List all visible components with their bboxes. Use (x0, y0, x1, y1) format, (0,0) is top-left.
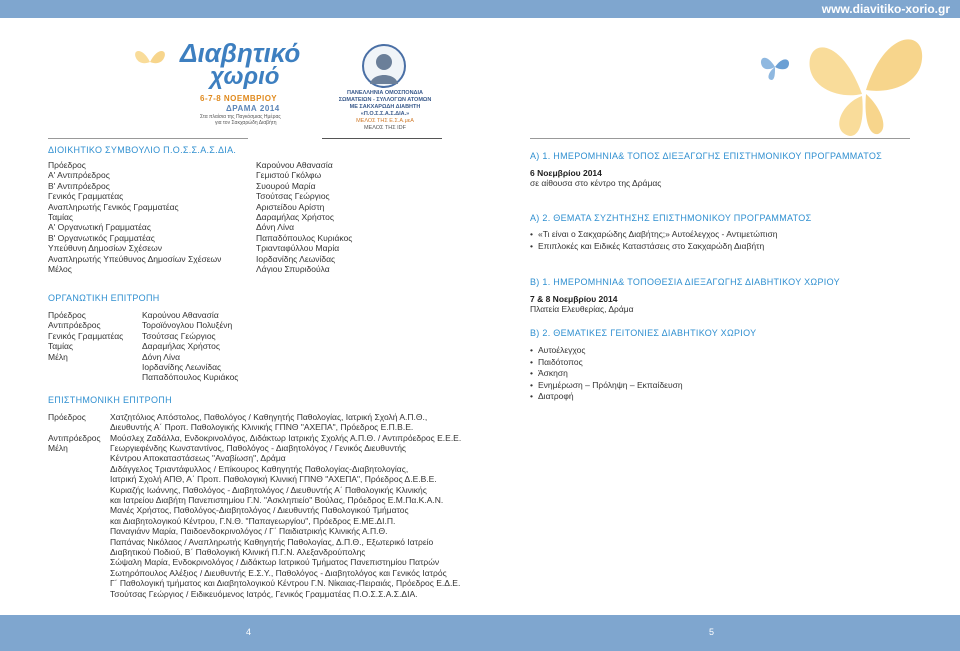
list-item: • Ενημέρωση – Πρόληψη – Εκπαίδευση (530, 380, 683, 392)
member-name: Τσούτσας Γεώργιος (142, 330, 216, 341)
list-item: • «Τι είναι ο Σακχαρώδης Διαβήτης;» Αυτοέλεγχος - Αντιμετώπιση (530, 229, 777, 241)
butterfly-large-icon (800, 24, 930, 142)
sci-line: Γεωργιεφένδης Κωνσταντίνος, Παθολόγος - Διαβητολόγος / Γενικός Διευθυντής (110, 443, 407, 453)
sci-line: Διαβητικού Ποδιού, Β΄ Παθολογική Κλινική Π.Γ.Ν. Αλεξανδρούπολης (110, 547, 366, 558)
site-url[interactable]: www.diavitiko-xorio.gr (821, 2, 950, 16)
federation-line2: ΣΩΜΑΤΕΙΩΝ - ΣΥΛΛΟΓΩΝ ΑΤΟΜΩΝ (338, 97, 432, 103)
org-committee-roles (48, 310, 123, 362)
admin-board-roles (48, 160, 221, 274)
member-name: Λάγιου Σπυριδούλα (256, 264, 330, 275)
logo-title-line1: Διαβητικό (180, 38, 301, 68)
federation-line3: ΜΕ ΣΑΚΧΑΡΩΔΗ ΔΙΑΒΗΤΗ (349, 104, 421, 110)
member-name: Γεμιστού Γκόλφω (256, 170, 322, 181)
role: Ταμίας (48, 212, 73, 223)
sci-line: Παπάνας Νικόλαος / Αναπληρωτής Καθηγητής Παθολογίας, Δ.Π.Θ., Εξωτερικό Ιατρείο (110, 536, 434, 547)
role: Πρόεδρος (48, 310, 86, 320)
member-name: Τοροϊόνογλου Πολυξένη (142, 320, 233, 331)
top-bar (0, 0, 960, 18)
member-name: Δόνη Λίνα (142, 351, 181, 362)
sci-president (110, 412, 450, 433)
sci-line: Γ΄ Παθολογική τμήματος και Διαβητολογικού Κέντρου Γ.Ν. Νίκαιας-Πειραιάς, Πρόεδρος Ε.Δ.Ε. (110, 578, 461, 589)
logo-subtitle-1: Στα πλαίσια της Παγκόσμιας Ημέρας (200, 114, 281, 120)
logo-dates: 6-7-8 ΝΟΕΜΒΡΙΟΥ (200, 94, 278, 103)
member-name: Καρούνου Αθανασία (256, 160, 333, 170)
member-name: Τσούτσας Γεώργιος (256, 191, 330, 202)
list-item: • Άσκηση (530, 368, 683, 380)
member-name: Καρούνου Αθανασία (142, 310, 219, 320)
butterfly-small-left-icon (130, 40, 170, 80)
role: Πρόεδρος (48, 412, 86, 422)
sci-line: Κέντρου Αποκαταστάσεως "Αναβίωση", Δράμα (110, 453, 286, 464)
sci-line: Χατζητόλιος Απόστολος, Παθολόγος / Καθηγητής Παθολογίας, Ιατρική Σχολή Α.Π.Θ., (110, 412, 428, 422)
member-name: Ιορδανίδης Λεωνίδας (142, 362, 222, 373)
federation-line1: ΠΑΝΕΛΛΗΝΙΑ ΟΜΟΣΠΟΝΔΙΑ (346, 90, 423, 96)
a2-heading: Α) 2. ΘΕΜΑΤΑ ΣΥΖΗΤΗΣΗΣ ΕΠΙΣΤΗΜΟΝΙΚΟΥ ΠΡΟΓΡΑΜΜΑΤΟΣ (530, 213, 812, 223)
member-name: Τριανταφύλλου Μαρία (256, 243, 340, 254)
role: Πρόεδρος (48, 160, 86, 170)
federation-line6: ΜΕΛΟΣ ΤΗΣ IDF (363, 125, 407, 131)
sci-line: Ιατρική Σχολή ΑΠΘ, Α΄ Προπ. Παθολογική Κλινική ΓΠΝΘ "ΑΧΕΠΑ", Πρόεδρος Δ.Ε.Β.Ε. (110, 474, 437, 485)
sci-line: Παναγιάνν Μαρία, Παιδοενδοκρινολόγος / Γ΄ Παιδιατρικής Κλινικής Α.Π.Θ. (110, 526, 388, 537)
role: Μέλη (48, 351, 68, 362)
role: Μέλη (48, 443, 68, 453)
org-committee-names (142, 310, 238, 383)
a1-place: σε αίθουσα στο κέντρο της Δράμας (530, 178, 662, 189)
logo-title-line2: χωριό (210, 63, 280, 90)
role: Ταμίας (48, 341, 73, 352)
admin-board-heading: ΔΙΟΙΚΗΤΙΚΟ ΣΥΜΒΟΥΛΙΟ Π.Ο.Σ.Σ.Α.Σ.ΔΙΑ. (48, 145, 237, 155)
logo-city: ΔΡΑΜΑ 2014 (226, 104, 280, 113)
sci-line: Σωτηρόπουλος Αλέξιος / Διευθυντής Ε.Σ.Υ., Παθολόγος - Διαβητολόγος και Γενικός Ιατρός (110, 567, 447, 578)
b2-heading: Β) 2. ΘΕΜΑΤΙΚΕΣ ΓΕΙΤΟΝΙΕΣ ΔΙΑΒΗΤΙΚΟΥ ΧΩΡΙΟΥ (530, 328, 757, 338)
a1-heading: Α) 1. ΗΜΕΡΟΜΗΝΙΑ& ΤΟΠΟΣ ΔΙΕΞΑΓΩΓΗΣ ΕΠΙΣΤΗΜΟΝΙΚΟΥ ΠΡΟΓΡΑΜΜΑΤΟΣ (530, 151, 882, 161)
sci-committee-heading: ΕΠΙΣΤΗΜΟΝΙΚΗ ΕΠΙΤΡΟΠΗ (48, 395, 172, 405)
role: Β' Αντιπρόεδρος (48, 180, 110, 191)
role: Υπεύθυνη Δημοσίων Σχέσεων (48, 243, 163, 254)
role: Αντιπρόεδρος (48, 433, 101, 443)
federation-line5: ΜΕΛΟΣ ΤΗΣ Ε.Σ.Α.μεΑ (356, 118, 414, 124)
role: Β' Οργανωτικός Γραμματέας (48, 232, 155, 243)
a1-date: 6 Νοεμβρίου 2014 (530, 168, 602, 178)
sci-line: και Ιατρείου Διαβήτη Πανεπιστημίου Γ.Ν. "Ασκληπιείο" Βούλας, Πρόεδρος Ε.Μ.Πα.Κ.Α.Ν. (110, 495, 444, 506)
sci-line: και Διαβητολογικού Κέντρου, Γ.Ν.Θ. "Παπαγεωργίου", Πρόεδρος Ε.ΜΕ.ΔΙ.Π. (110, 515, 396, 526)
page-number-left: 4 (246, 627, 252, 637)
federation-seal-icon (362, 44, 406, 88)
member-name: Δαραμήλας Χρήστος (142, 341, 220, 352)
sci-line: Μούσλεχ Ζαδάλλα, Ενδοκρινολόγος, Διδάκτωρ Ιατρικής Σχολής Α.Π.Θ. / Αντιπρόεδρος Ε.Ε.Ε. (110, 433, 462, 443)
member-name: Αριστείδου Αρίστη (256, 201, 325, 212)
list-item: • Παιδότοπος (530, 357, 683, 369)
divider (530, 138, 910, 139)
member-name: Δόνη Λίνα (256, 222, 295, 233)
sci-line: Διδάγγελος Τριαντάφυλλος / Επίκουρος Καθηγητής Παθολογίας-Διαβητολογίας, (110, 463, 409, 474)
member-name: Παπαδόπουλος Κυριάκος (256, 232, 353, 243)
a2-list (530, 229, 777, 252)
sci-line: Κυριαζής Ιωάννης, Παθολόγος - Διαβητολόγος / Διευθυντής Α΄ Παθολογικής Κλινικής (110, 484, 427, 495)
role: Γενικός Γραμματέας (48, 330, 124, 341)
a1-body (530, 168, 661, 189)
list-item: • Διατροφή (530, 391, 683, 403)
role: Αντιπρόεδρος (48, 320, 101, 331)
role: Μέλος (48, 264, 72, 275)
b1-date: 7 & 8 Νοεμβρίου 2014 (530, 294, 618, 304)
list-item: • Αυτοέλεγχος (530, 345, 683, 357)
b2-list (530, 345, 683, 403)
b1-body (530, 294, 634, 315)
org-committee-heading: ΟΡΓΑΝΩΤΙΚΗ ΕΠΙΤΡΟΠΗ (48, 293, 160, 303)
admin-board-names (256, 160, 352, 274)
role: Α' Οργανωτική Γραμματέας (48, 222, 151, 233)
federation-block (330, 90, 440, 132)
page-number-right: 5 (709, 627, 715, 637)
sci-line: Διευθυντής Α΄ Προπ. Παθολογικής Κλινικής ΓΠΝΘ "ΑΧΕΠΑ", Πρόεδρος Ε.Π.Β.Ε. (110, 422, 414, 433)
role: Γενικός Γραμματέας (48, 191, 124, 202)
bottom-bar (0, 615, 960, 651)
butterfly-small-icon (758, 50, 792, 84)
federation-line4: «Π.Ο.Σ.Σ.Α.Σ.ΔΙΑ.» (360, 111, 410, 117)
sci-members (110, 443, 461, 599)
sci-vice (110, 433, 462, 443)
role: Αναπληρωτής Υπεύθυνος Δημοσίων Σχέσεων (48, 253, 222, 264)
logo-subtitle-2: για τον Σακχαρώδη Διαβήτη (215, 120, 277, 126)
sci-line: Σώψαλη Μαρία, Ενδοκρινολόγος / Διδάκτωρ Ιατρικού Τμήματος Πανεπιστημίου Πατρών (110, 557, 440, 568)
b1-place: Πλατεία Ελευθερίας, Δράμα (530, 304, 634, 315)
role: Α' Αντιπρόεδρος (48, 170, 110, 181)
b1-heading: Β) 1. ΗΜΕΡΟΜΗΝΙΑ& ΤΟΠΟΘΕΣΙΑ ΔΙΕΞΑΓΩΓΗΣ ΔΙΑΒΗΤΙΚΟΥ ΧΩΡΙΟΥ (530, 277, 840, 287)
divider (322, 138, 442, 139)
member-name: Συουρού Μαρία (256, 180, 316, 191)
sci-line: Τσούτσας Γεώργιος / Ειδικευόμενος Ιατρός, Γενικός Γραμματέας Π.Ο.Σ.Σ.Α.Σ.ΔΙΑ. (110, 588, 418, 599)
sci-line: Μανές Χρήστος, Παθολόγος-Διαβητολόγος / Διευθυντής Παθολογικού Τμήματος (110, 505, 409, 516)
role: Αναπληρωτής Γενικός Γραμματέας (48, 201, 179, 212)
member-name: Παπαδόπουλος Κυριάκος (142, 372, 239, 383)
divider (48, 138, 248, 139)
member-name: Δαραμήλας Χρήστος (256, 212, 334, 223)
member-name: Ιορδανίδης Λεωνίδας (256, 253, 336, 264)
list-item: • Επιπλοκές και Ειδικές Καταστάσεις στο Σακχαρώδη Διαβήτη (530, 241, 777, 253)
